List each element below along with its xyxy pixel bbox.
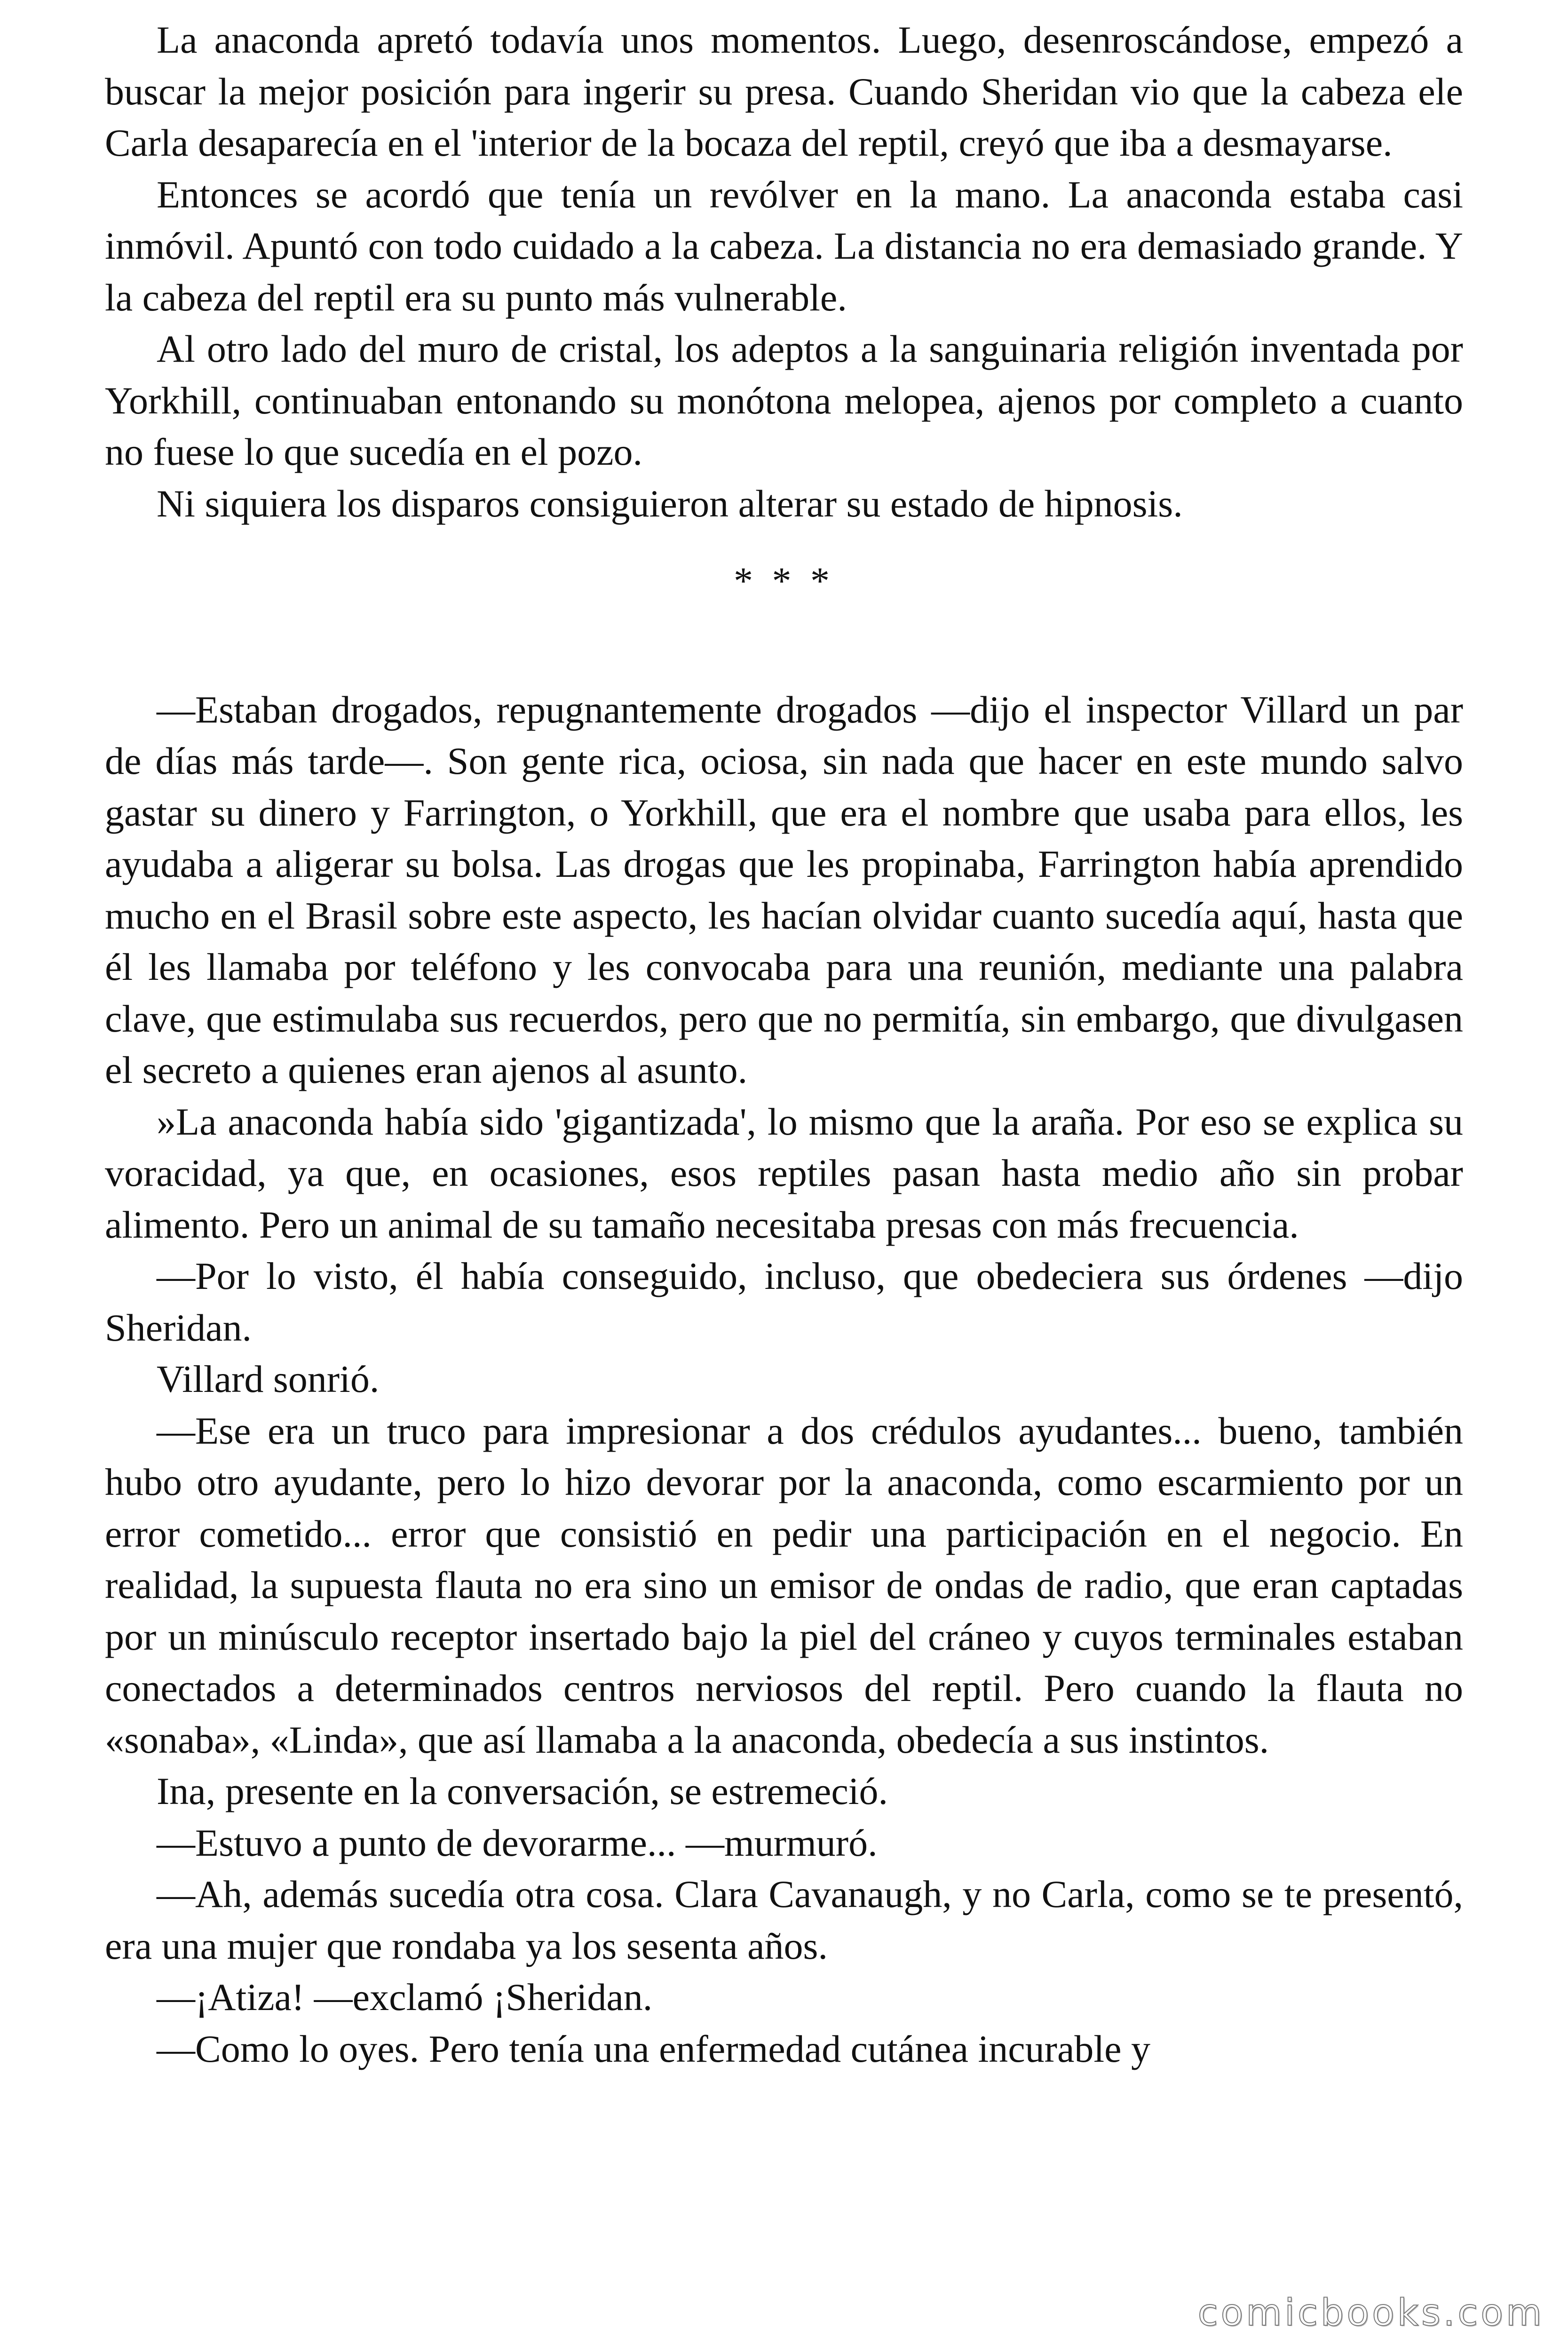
- paragraph: »La anaconda había sido 'gigantizada', lo mismo que la araña. Por eso se explica su voracidad, ya que, en ocasiones, esos reptiles pasan hasta medio año sin probar alimento. Pero un animal de su tamaño necesitaba presas con más frecuencia.: [105, 1100, 1463, 1246]
- paragraph: Ni siquiera los disparos consiguieron alterar su estado de hipnosis.: [157, 482, 1183, 525]
- paragraph: —Ah, además sucedía otra cosa. Clara Cavanaugh, y no Carla, como se te presentó, era una mujer que rondaba ya los sesenta años.: [105, 1873, 1463, 1967]
- section-1: [105, 14, 1463, 529]
- book-page: [105, 14, 1463, 2074]
- paragraph: —Por lo visto, él había conseguido, incluso, que obedeciera sus órdenes —dijo Sheridan.: [105, 1255, 1463, 1349]
- section-separator: * * *: [734, 559, 834, 602]
- section-2: [105, 684, 1463, 2075]
- paragraph: Villard sonrió.: [157, 1358, 380, 1400]
- paragraph: La anaconda apretó todavía unos momentos. Luego, desenroscándose, empezó a buscar la mejor posición para ingerir su presa. Cuando Sheridan vio que la cabeza ele Carla desaparecía en el 'interior de la bocaza del reptil, creyó que iba a desmayarse.: [105, 18, 1463, 164]
- paragraph: —Como lo oyes. Pero tenía una enfermedad cutánea incurable y: [157, 2027, 1151, 2070]
- paragraph: Ina, presente en la conversación, se estremeció.: [157, 1770, 888, 1812]
- watermark: comicbooks.com: [1197, 2292, 1544, 2334]
- paragraph: Al otro lado del muro de cristal, los adeptos a la sanguinaria religión inventada por Yorkhill, continuaban entonando su monótona melopea, ajenos por completo a cuanto no fuese lo que sucedía en el pozo.: [105, 327, 1463, 473]
- paragraph: Entonces se acordó que tenía un revólver en la mano. La anaconda estaba casi inmóvil. Apuntó con todo cuidado a la cabeza. La distancia no era demasiado grande. Y la cabeza del reptil era su punto más vulnerable.: [105, 173, 1463, 319]
- paragraph: —Estuvo a punto de devorarme... —murmuró.: [157, 1821, 878, 1864]
- paragraph: —Estaban drogados, repugnantemente drogados —dijo el inspector Villard un par de días más tarde—. Son gente rica, ociosa, sin nada que hacer en este mundo salvo gastar su dinero y Farrington, o Yorkhill, que era el nombre que usaba para ellos, les ayudaba a aligerar su bolsa. Las drogas que les propinaba, Farrington había aprendido mucho en el Brasil sobre este aspecto, les hacían olvidar cuanto sucedía aquí, hasta que él les llamaba por teléfono y les convocaba para una reunión, mediante una palabra clave, que estimulaba sus recuerdos, pero que no permitía, sin embargo, que divulgasen el secreto a quienes eran ajenos al asunto.: [105, 688, 1463, 1091]
- paragraph: —¡Atiza! —exclamó ¡Sheridan.: [157, 1976, 653, 2018]
- paragraph: —Ese era un truco para impresionar a dos crédulos ayudantes... bueno, también hubo otro ayudante, pero lo hizo devorar por la anaconda, como escarmiento por un error cometido... error que consistió en pedir una participación en el negocio. En realidad, la supuesta flauta no era sino un emisor de ondas de radio, que eran captadas por un minúsculo receptor insertado bajo la piel del cráneo y cuyos terminales estaban conectados a determinados centros nerviosos del reptil. Pero cuando la flauta no «sonaba», «Linda», que así llamaba a la anaconda, obedecía a sus instintos.: [105, 1409, 1463, 1761]
